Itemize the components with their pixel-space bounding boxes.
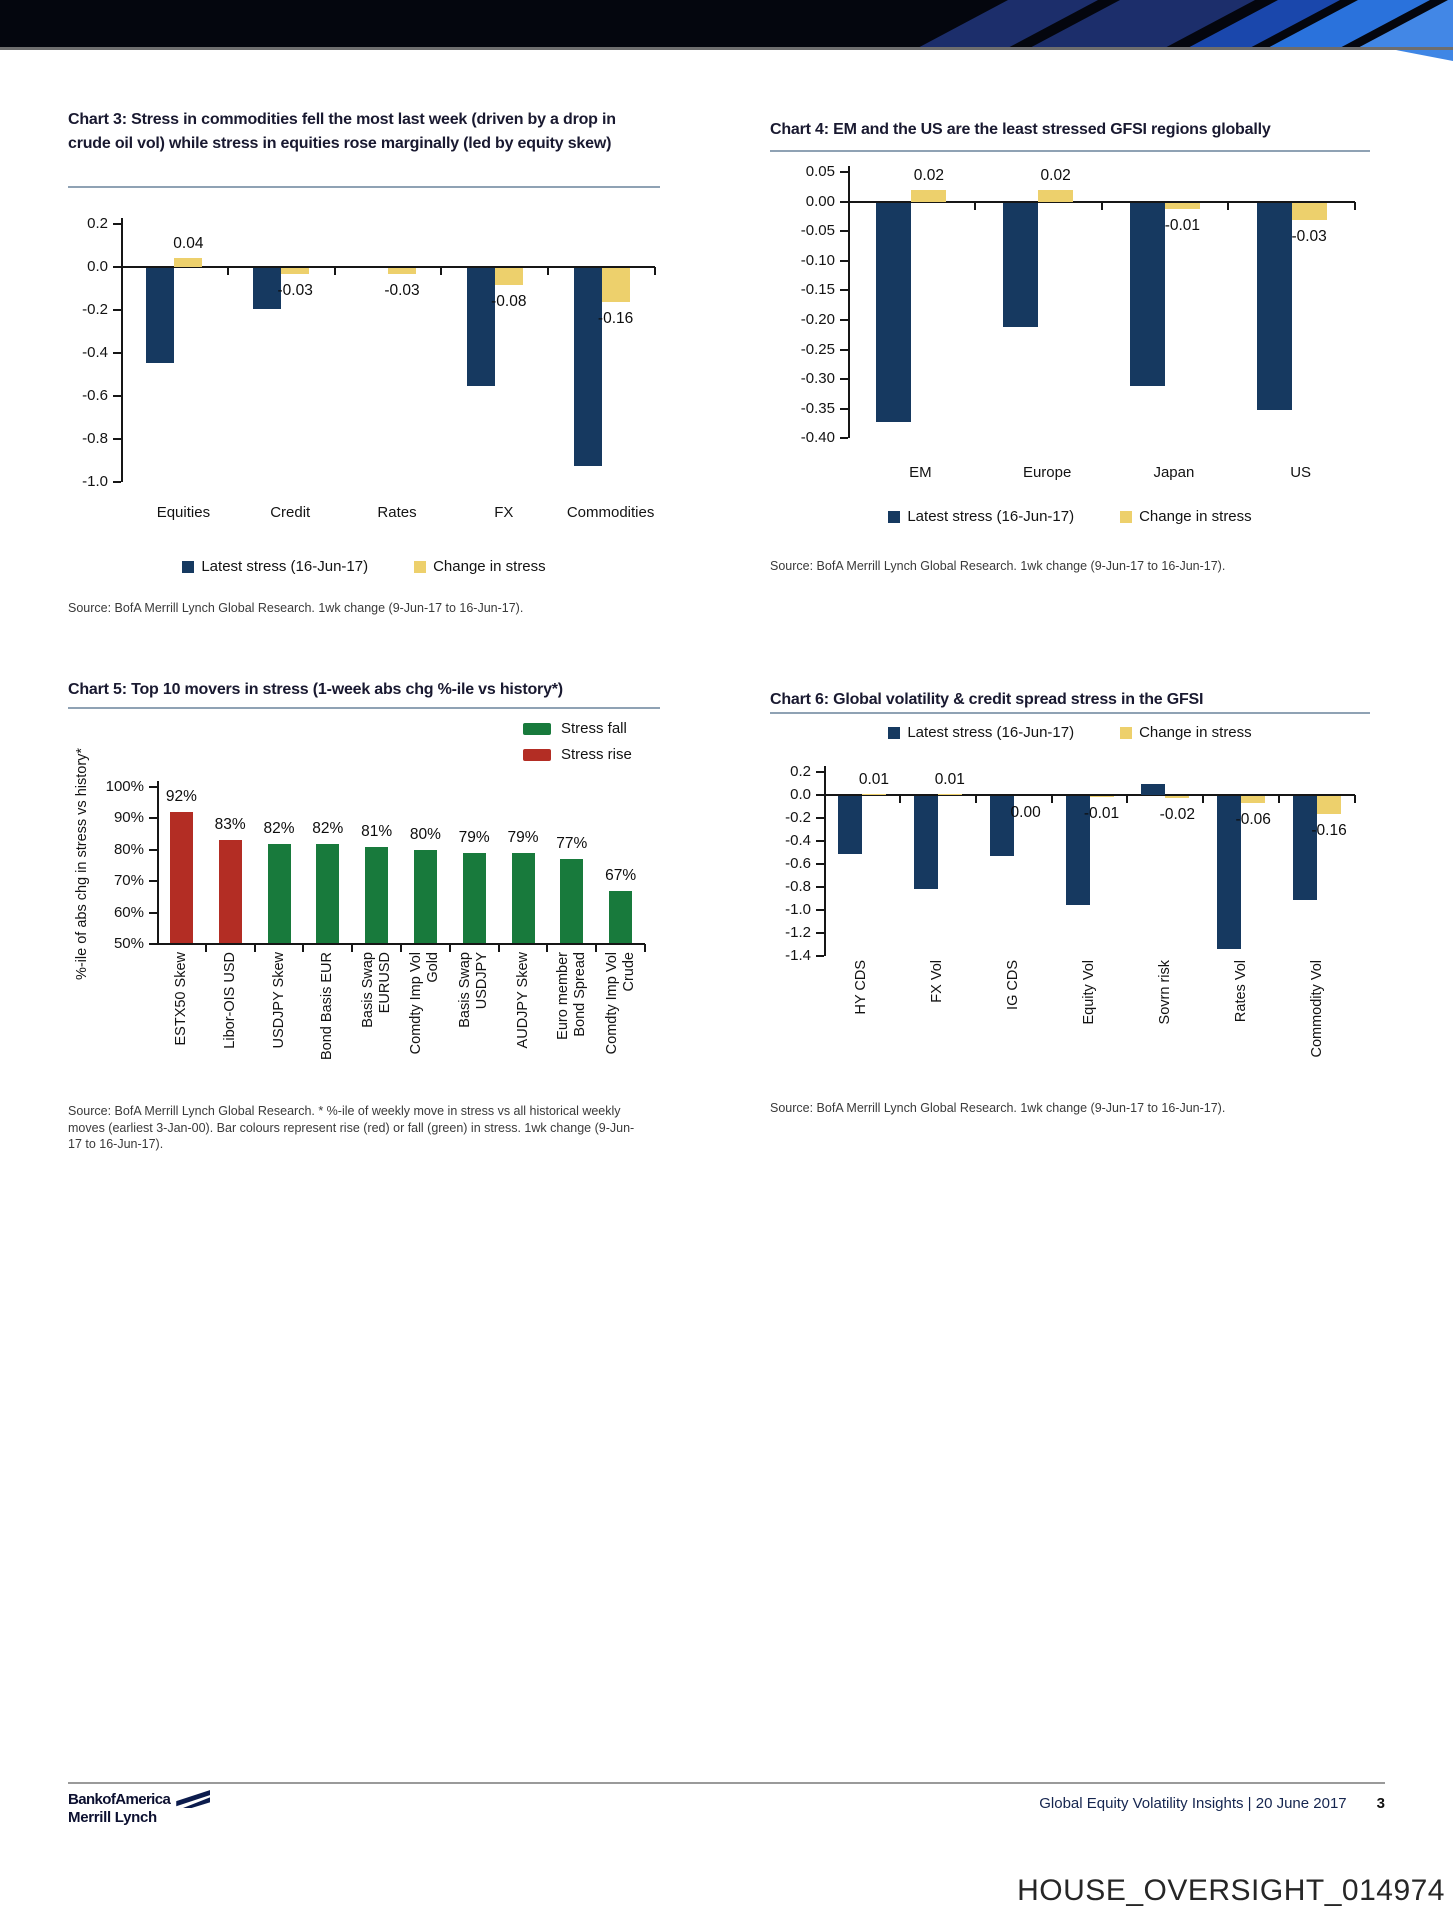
y-axis-tick (816, 932, 824, 934)
chart4-source: Source: BofA Merrill Lynch Global Research. 1wk change (9-Jun-17 to 16-Jun-17). (770, 559, 1226, 573)
bar-latest-6 (1293, 796, 1317, 900)
category-label-text: Commodity Vol (1308, 960, 1325, 1058)
y-axis-tick (149, 880, 157, 882)
chart6-legend (770, 724, 1370, 741)
bar-change-3 (1292, 203, 1327, 221)
bar-2 (268, 844, 291, 943)
y-axis-tick (816, 794, 824, 796)
legend-label: Latest stress (16-Jun-17) (907, 724, 1075, 741)
chart6-section (770, 688, 1370, 1188)
category-label (360, 952, 394, 1084)
x-axis-tick (498, 944, 500, 952)
y-tick-label: -1.0 (785, 901, 811, 918)
bar-0 (170, 812, 193, 943)
chart3-section (68, 108, 660, 668)
legend-item (414, 558, 546, 575)
y-tick-label: -0.2 (785, 809, 811, 826)
bar-change-0 (911, 190, 946, 202)
bar-change-3 (1090, 796, 1114, 797)
x-axis-tick (1354, 795, 1356, 803)
chart6-title-rule (770, 712, 1370, 714)
y-tick-label: 50% (113, 935, 144, 952)
x-axis-tick (899, 795, 901, 803)
bar-change-3 (495, 268, 523, 285)
x-axis-tick (654, 267, 656, 275)
category-label-text: Sovrn risk (1156, 960, 1173, 1025)
bar-value-label: 92% (165, 788, 197, 806)
bar-change-1 (281, 268, 309, 274)
chart4-plot (770, 158, 1370, 493)
chart5-section (68, 678, 660, 1198)
bar-change-5 (1241, 796, 1265, 803)
footer-rule (68, 1782, 1385, 1784)
y-axis-tick (113, 438, 121, 440)
y-tick-label: -0.8 (82, 430, 108, 447)
bar-7 (512, 853, 535, 943)
y-tick-label: 0.05 (805, 163, 835, 180)
bar-value-label: 79% (507, 828, 539, 846)
x-axis-tick (334, 267, 336, 275)
category-label: Credit (270, 504, 311, 521)
y-tick-label: -0.10 (800, 251, 835, 269)
bar-value-label: 81% (361, 822, 393, 840)
y-tick-label: -0.2 (82, 301, 108, 318)
bar-4 (365, 847, 388, 943)
bar-value-label: 0.01 (858, 770, 889, 788)
bar-latest-0 (838, 796, 862, 854)
y-axis-tick (113, 266, 121, 268)
y-tick-label: -0.4 (785, 832, 811, 849)
x-axis-tick (546, 944, 548, 952)
legend-swatch (1120, 511, 1132, 523)
legend-label: Stress fall (561, 720, 627, 737)
y-tick-label: 80% (113, 840, 144, 858)
bar-value-label: 80% (409, 825, 441, 843)
legend-swatch (888, 511, 900, 523)
y-axis-tick (113, 481, 121, 483)
y-tick-label: -1.4 (785, 947, 811, 964)
bar-value-label: -0.01 (1164, 216, 1201, 234)
bar-change-2 (388, 268, 416, 274)
bar-value-label: 82% (263, 819, 295, 837)
chart4-legend (770, 508, 1370, 525)
bar-change-1 (1038, 190, 1073, 202)
x-axis-tick (547, 267, 549, 275)
logo-text-bankofamerica: BankofAmerica (68, 1790, 171, 1808)
bar-latest-0 (146, 268, 174, 363)
y-axis-tick (149, 912, 157, 914)
category-label: FX (494, 504, 514, 521)
category-label (1005, 960, 1022, 1088)
legend-label: Latest stress (16-Jun-17) (907, 508, 1075, 525)
category-label (853, 960, 870, 1088)
y-axis-tick (816, 863, 824, 865)
x-axis-tick (974, 202, 976, 210)
y-axis-tick (113, 223, 121, 225)
bar-value-label: 0.00 (1010, 804, 1041, 821)
x-axis-tick (351, 944, 353, 952)
legend-item (1120, 724, 1252, 741)
bar-6 (463, 853, 486, 943)
footer-right (68, 1795, 1385, 1812)
category-label-text: Euro member Bond Spread (554, 952, 588, 1040)
legend-item (523, 720, 632, 737)
bar-change-4 (602, 268, 630, 302)
y-tick-label: -0.20 (800, 311, 835, 328)
y-axis-line (121, 218, 123, 482)
y-tick-label: -0.6 (82, 387, 108, 404)
x-axis-tick (440, 267, 442, 275)
chart6-source: Source: BofA Merrill Lynch Global Research. 1wk change (9-Jun-17 to 16-Jun-17). (770, 1101, 1226, 1115)
category-label-text: Comdty Imp Vol Gold (408, 952, 442, 1055)
chart3-plot (68, 192, 660, 552)
y-tick-label: -1.0 (82, 473, 108, 490)
legend-swatch (523, 723, 551, 735)
y-tick-label: 70% (113, 872, 144, 890)
legend-item (888, 508, 1074, 525)
category-label-text: Libor-OIS USD (221, 952, 238, 1049)
y-axis-tick (113, 309, 121, 311)
y-axis-tick (149, 849, 157, 851)
bar-8 (560, 859, 583, 943)
y-axis-tick (816, 955, 824, 957)
x-axis-tick (1101, 202, 1103, 210)
category-label: EM (909, 464, 932, 481)
chart5-title-rule (68, 707, 660, 709)
category-label-text: AUDJPY Skew (514, 952, 531, 1049)
bar-3 (316, 844, 339, 943)
category-label-text: FX Vol (929, 960, 946, 1003)
chart4-section (770, 118, 1370, 638)
bar-value-label: 0.02 (913, 166, 944, 184)
bar-latest-4 (1141, 784, 1165, 796)
category-label-text: Bond Basis EUR (319, 952, 336, 1060)
category-label-text: Basis Swap USDJPY (457, 952, 491, 1028)
legend-swatch (414, 561, 426, 573)
bar-change-0 (862, 794, 886, 795)
category-label (408, 952, 442, 1084)
y-tick-label: 0.00 (805, 192, 835, 210)
bar-value-label: 83% (214, 816, 246, 834)
y-tick-label: 0.2 (87, 215, 108, 232)
bar-latest-1 (914, 796, 938, 889)
x-axis-tick (227, 267, 229, 275)
chart6-title: Chart 6: Global volatility & credit spread stress in the GFSI (770, 691, 1204, 708)
y-axis-tick (840, 260, 848, 262)
legend-label: Stress rise (561, 746, 632, 763)
y-tick-label: 90% (113, 809, 144, 827)
legend-item (888, 724, 1074, 741)
category-label (1081, 960, 1098, 1088)
chart3-title: Chart 3: Stress in commodities fell the most last week (driven by a drop in crude oil vol) while stress in equities rose marginally (led by equity skew) (68, 111, 616, 152)
y-axis-tick (840, 171, 848, 173)
category-label-text: Rates Vol (1232, 960, 1249, 1023)
y-tick-label: -0.15 (800, 281, 835, 299)
y-axis-tick (840, 289, 848, 291)
category-label: US (1290, 464, 1312, 481)
x-axis-tick (595, 944, 597, 952)
x-axis-tick (1051, 795, 1053, 803)
x-axis-tick (1126, 795, 1128, 803)
bar-latest-4 (574, 268, 602, 466)
y-axis-tick (840, 408, 848, 410)
x-axis-tick (1227, 202, 1229, 210)
legend-swatch (888, 727, 900, 739)
category-label (222, 952, 239, 1084)
y-tick-label: -0.30 (800, 370, 835, 388)
bar-change-0 (174, 258, 202, 267)
y-axis-tick (816, 886, 824, 888)
footer-page-number: 3 (1376, 1795, 1385, 1812)
y-axis-line (848, 166, 850, 438)
chart4-title: Chart 4: EM and the US are the least stressed GFSI regions globally (770, 121, 1271, 138)
bar-change-6 (1317, 796, 1341, 814)
bar-value-label: -0.16 (597, 310, 634, 328)
chart3-source: Source: BofA Merrill Lynch Global Research. 1wk change (9-Jun-17 to 16-Jun-17). (68, 601, 524, 615)
bar-value-label: 82% (312, 819, 344, 837)
chart5-title: Chart 5: Top 10 movers in stress (1-week abs chg %-ile vs history*) (68, 681, 563, 698)
category-label (929, 960, 946, 1088)
category-label (555, 952, 589, 1084)
category-label: Rates (377, 504, 417, 521)
bar-value-label: 77% (556, 835, 588, 853)
chart5-plot: %-ile of abs chg in stress vs history* 100% 90% 80% 70% 60% 50% 92% ESTX50 Skew 83% Libor-OIS USD 82% USDJPY Skew 82% Bond Basis EUR 81% Basis Swap EURUSD 80% Comdty Imp Vol Gold 79% Basis Swap USDJPY 79% AUDJPY Skew 77% Euro member Bond Spread 67% Comdty Imp Vol Crude (68, 758, 660, 1128)
y-tick-label: 0.0 (790, 786, 811, 803)
y-axis-tick (149, 817, 157, 819)
chart4-title-rule (770, 150, 1370, 152)
legend-swatch (1120, 727, 1132, 739)
logo-text-merrill-lynch: Merrill Lynch (68, 1809, 157, 1826)
category-label (457, 952, 491, 1084)
legend-swatch (182, 561, 194, 573)
bar-change-4 (1165, 796, 1189, 798)
x-axis-tick (400, 944, 402, 952)
y-axis-tick (816, 909, 824, 911)
category-label (1233, 960, 1250, 1088)
y-tick-label: 0.2 (790, 763, 811, 780)
category-label-text: Equity Vol (1081, 960, 1097, 1025)
bar-latest-1 (1003, 203, 1038, 327)
category-label-text: IG CDS (1005, 960, 1022, 1010)
bar-value-label: 0.02 (1040, 166, 1071, 184)
category-label (173, 952, 190, 1084)
y-axis-tick (840, 437, 848, 439)
bar-value-label: -0.16 (1311, 822, 1347, 840)
x-axis-tick (449, 944, 451, 952)
y-tick-label: -0.6 (785, 855, 811, 872)
y-tick-label: -0.25 (800, 340, 835, 358)
category-label (319, 952, 336, 1084)
bar-change-2 (1165, 203, 1200, 209)
category-label-text: USDJPY Skew (270, 952, 287, 1049)
category-label: Europe (1022, 464, 1072, 481)
bar-latest-0 (876, 203, 911, 422)
x-axis-tick (1354, 202, 1356, 210)
bar-5 (414, 850, 437, 943)
y-axis-tick (840, 201, 848, 203)
category-label: Japan (1153, 464, 1195, 481)
y-tick-label: -0.35 (800, 399, 835, 417)
category-label (271, 952, 288, 1084)
watermark-text: HOUSE_OVERSIGHT_014974 (1017, 1874, 1445, 1907)
x-axis-tick (1278, 795, 1280, 803)
legend-label: Change in stress (433, 558, 546, 575)
y-axis-tick (113, 395, 121, 397)
category-label-text: ESTX50 Skew (172, 952, 189, 1046)
x-axis-tick (644, 944, 646, 952)
y-tick-label: 100% (105, 778, 144, 795)
x-axis-tick (1202, 795, 1204, 803)
category-label-text: Comdty Imp Vol Crude (603, 952, 637, 1055)
top-brand-band (0, 0, 1453, 47)
x-axis-tick (302, 944, 304, 952)
category-label-text: HY CDS (853, 960, 870, 1015)
chart3-legend (68, 558, 660, 575)
y-axis-tick (840, 378, 848, 380)
category-label: Equities (156, 504, 211, 521)
y-axis-tick (816, 817, 824, 819)
y-tick-label: -0.8 (785, 878, 811, 895)
category-label: Commodities (566, 504, 655, 521)
band-underline (0, 47, 1453, 50)
legend-label: Change in stress (1139, 724, 1252, 741)
y-axis-tick (840, 319, 848, 321)
bar-latest-3 (467, 268, 495, 386)
y-tick-label: -0.4 (82, 344, 108, 361)
legend-label: Change in stress (1139, 508, 1252, 525)
chart3-title-rule (68, 186, 660, 188)
y-axis-tick (840, 230, 848, 232)
bar-value-label: -0.08 (491, 293, 527, 311)
y-tick-label: 60% (113, 903, 144, 921)
x-axis-tick (205, 944, 207, 952)
bar-value-label: 0.04 (173, 235, 204, 253)
bar-value-label: 0.01 (934, 770, 965, 788)
chart6-plot (770, 748, 1370, 1128)
band-corner-wedge (1396, 50, 1453, 61)
bar-change-1 (938, 794, 962, 795)
x-axis-tick (975, 795, 977, 803)
bar-value-label: -0.03 (384, 282, 420, 300)
y-axis-tick (149, 943, 157, 945)
x-axis-tick (254, 944, 256, 952)
category-label (1309, 960, 1326, 1088)
bar-value-label: -0.06 (1235, 810, 1271, 828)
y-tick-label: 0.0 (87, 258, 108, 275)
bar-9 (609, 891, 632, 943)
chart5-source: Source: BofA Merrill Lynch Global Research. * %-ile of weekly move in stress vs all historical weekly moves (earliest 3-Jan-00). Bar colours represent rise (red) or fall (green) in stress. 1wk change (9-Jun-17 to 16-Jun-17). (68, 1104, 635, 1151)
y-axis-tick (816, 771, 824, 773)
footer-doc-title: Global Equity Volatility Insights | 20 June 2017 (1039, 1795, 1347, 1812)
bar-1 (219, 840, 242, 943)
y-tick-label: -1.2 (785, 924, 811, 941)
y-tick-label: -0.05 (800, 222, 835, 240)
chart5-legend (523, 720, 632, 763)
category-label-text: Basis Swap EURUSD (359, 952, 393, 1028)
y-axis-tick (113, 352, 121, 354)
legend-label: Latest stress (16-Jun-17) (201, 558, 369, 575)
y-axis-tick (840, 349, 848, 351)
y-axis-tick (816, 840, 824, 842)
legend-item (1120, 508, 1252, 525)
bar-value-label: -0.03 (277, 282, 313, 300)
bar-value-label: 67% (605, 866, 637, 884)
legend-item (182, 558, 368, 575)
bar-value-label: -0.02 (1159, 806, 1196, 824)
y-tick-label: -0.40 (800, 429, 835, 447)
category-label (604, 952, 638, 1084)
bar-value-label: -0.01 (1083, 805, 1120, 823)
category-label (515, 952, 532, 1084)
bar-value-label: 79% (458, 828, 490, 846)
category-label (1157, 960, 1174, 1088)
bar-value-label: -0.03 (1291, 228, 1327, 246)
